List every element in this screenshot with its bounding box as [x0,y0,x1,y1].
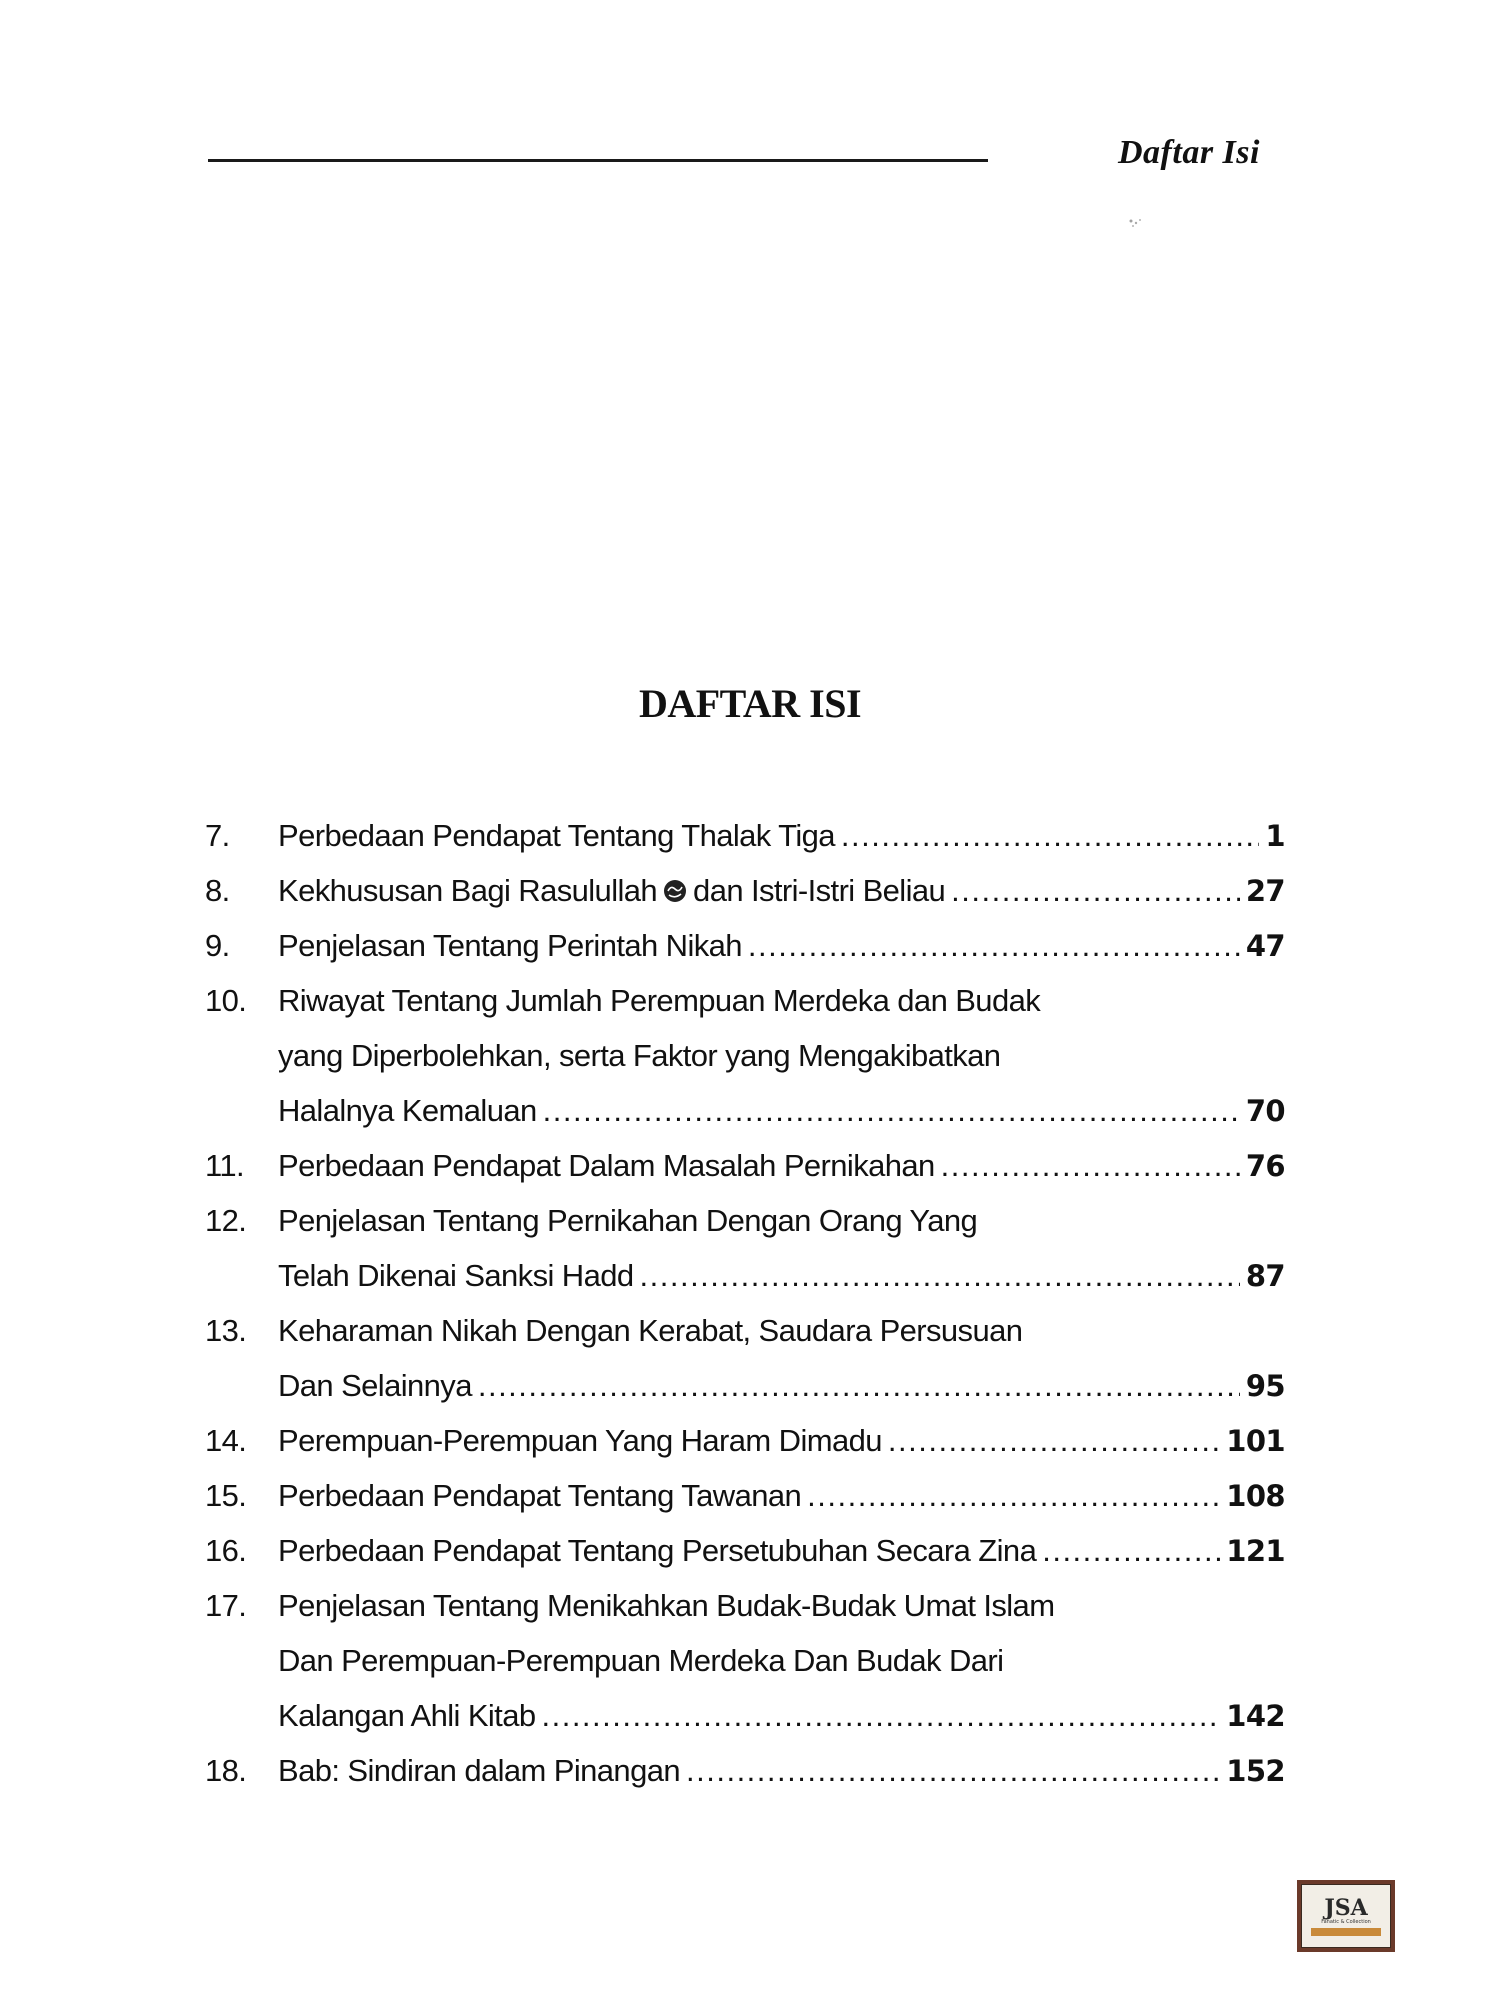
toc-entry [205,1303,1285,1413]
jsa-watermark-logo [1297,1880,1395,1952]
toc-line [205,1083,1285,1138]
toc-title-text: Perbedaan Pendapat Tentang Thalak Tiga [278,818,835,853]
toc-leader-dots [640,1248,1240,1303]
toc-page-number: 121 [1226,1534,1285,1568]
toc-line [205,1688,1285,1743]
toc-title [278,1743,680,1798]
toc-leader-dots [841,808,1259,863]
toc-number: 9. [205,928,230,963]
toc-number: 18. [205,1753,247,1788]
toc-leader-dots [543,1083,1240,1138]
toc-number: 8. [205,873,230,908]
toc-title-text: Perbedaan Pendapat Dalam Masalah Pernikahan [278,1148,935,1183]
logo-subtext: Fanatic & Collection [1321,1918,1371,1925]
toc-page-number: 152 [1226,1754,1285,1788]
toc-leader-dots [888,1413,1220,1468]
logo-text: JSA [1324,1894,1368,1921]
toc-title [278,1138,935,1193]
toc-page-number: 108 [1226,1479,1285,1513]
toc-leader-dots [941,1138,1240,1193]
toc-number: 13. [205,1313,247,1348]
scan-speck-icon [1128,218,1144,228]
page-title: DAFTAR ISI [638,681,862,726]
toc-title-text: Bab: Sindiran dalam Pinangan [278,1753,680,1788]
running-head: Daftar Isi [1118,134,1260,171]
toc-line [205,1578,1285,1633]
toc-entry [205,863,1285,918]
toc-page-number: 101 [1226,1424,1285,1458]
toc-title [278,1468,801,1523]
toc-number: 7. [205,818,230,853]
toc-page-number: 76 [1245,1149,1285,1183]
toc-entry [205,1523,1285,1578]
toc-leader-dots [686,1743,1220,1798]
toc-line [205,1248,1285,1303]
toc-leader-dots [478,1358,1240,1413]
toc-page-number: 87 [1245,1259,1285,1293]
toc-page-number: 142 [1226,1699,1285,1733]
toc-page-number: 1 [1265,819,1285,853]
toc-entry [205,1468,1285,1523]
toc-title-text: Perbedaan Pendapat Tentang Tawanan [278,1478,802,1513]
toc-title-text: Dan Selainnya [278,1368,472,1403]
toc-title-text: Riwayat Tentang Jumlah Perempuan Merdeka dan Budak [278,983,1041,1018]
logo-bar [1311,1928,1381,1936]
toc-page-number: 70 [1245,1094,1285,1128]
toc-title [278,1028,1000,1083]
toc-title-text: Halalnya Kemaluan [278,1093,537,1128]
toc-title-text: yang Diperbolehkan, serta Faktor yang Mengakibatkan [278,1038,1001,1073]
toc-title-text: Penjelasan Tentang Menikahkan Budak-Budak Umat Islam [278,1588,1055,1623]
toc-line [205,918,1285,973]
toc-title [278,1083,537,1138]
toc-title-text: Telah Dikenai Sanksi Hadd [278,1258,634,1293]
table-of-contents [205,808,1285,1798]
toc-number: 12. [205,1203,247,1238]
toc-title [278,808,835,863]
toc-line [205,1413,1285,1468]
toc-title [278,1193,977,1248]
toc-entry [205,808,1285,863]
toc-number: 14. [205,1423,247,1458]
toc-title [278,918,742,973]
toc-title-text: Dan Perempuan-Perempuan Merdeka Dan Budak Dari [278,1643,1004,1678]
toc-title [278,1358,472,1413]
toc-number: 15. [205,1478,247,1513]
toc-leader-dots [951,863,1240,918]
toc-title [278,1248,634,1303]
toc-line [205,1358,1285,1413]
toc-leader-dots [1042,1523,1220,1578]
toc-number: 16. [205,1533,247,1568]
toc-title [278,1688,535,1743]
toc-title [278,1633,1003,1688]
toc-leader-dots [748,918,1240,973]
toc-leader-dots [807,1468,1220,1523]
toc-page-number: 95 [1245,1369,1285,1403]
toc-number: 10. [205,983,247,1018]
toc-title-text: Kalangan Ahli Kitab [278,1698,536,1733]
toc-title-text: Kekhususan Bagi Rasulullah [278,873,658,908]
toc-entry [205,1743,1285,1798]
toc-entry [205,918,1285,973]
toc-line [205,1468,1285,1523]
toc-entry [205,1413,1285,1468]
toc-entry [205,1578,1285,1743]
toc-title-text-after-icon: dan Istri-Istri Beliau [693,873,946,908]
header-rule [208,159,988,162]
toc-number: 17. [205,1588,247,1623]
toc-entry [205,973,1285,1138]
toc-page-number: 27 [1245,874,1285,908]
toc-line [205,1523,1285,1578]
toc-line [205,1193,1285,1248]
toc-title-text: Keharaman Nikah Dengan Kerabat, Saudara Persusuan [278,1313,1023,1348]
toc-title [278,1413,882,1468]
toc-title-text: Penjelasan Tentang Perintah Nikah [278,928,742,963]
toc-title-text: Penjelasan Tentang Pernikahan Dengan Orang Yang [278,1203,978,1238]
toc-line [205,1138,1285,1193]
toc-line [205,1633,1285,1688]
toc-line [205,973,1285,1028]
toc-leader-dots [541,1688,1220,1743]
toc-line [205,1028,1285,1083]
toc-title [278,863,945,918]
toc-number: 11. [205,1148,244,1183]
toc-entry [205,1193,1285,1303]
toc-title [278,1578,1054,1633]
toc-line [205,808,1285,863]
salawat-calligraphy-icon [661,877,689,905]
toc-title-text: Perempuan-Perempuan Yang Haram Dimadu [278,1423,882,1458]
toc-title [278,1303,1022,1358]
toc-entry [205,1138,1285,1193]
toc-line [205,863,1285,918]
toc-title [278,973,1040,1028]
toc-line [205,1743,1285,1798]
toc-line [205,1303,1285,1358]
toc-page-number: 47 [1245,929,1285,963]
toc-title-text: Perbedaan Pendapat Tentang Persetubuhan Secara Zina [278,1533,1037,1568]
toc-title [278,1523,1036,1578]
